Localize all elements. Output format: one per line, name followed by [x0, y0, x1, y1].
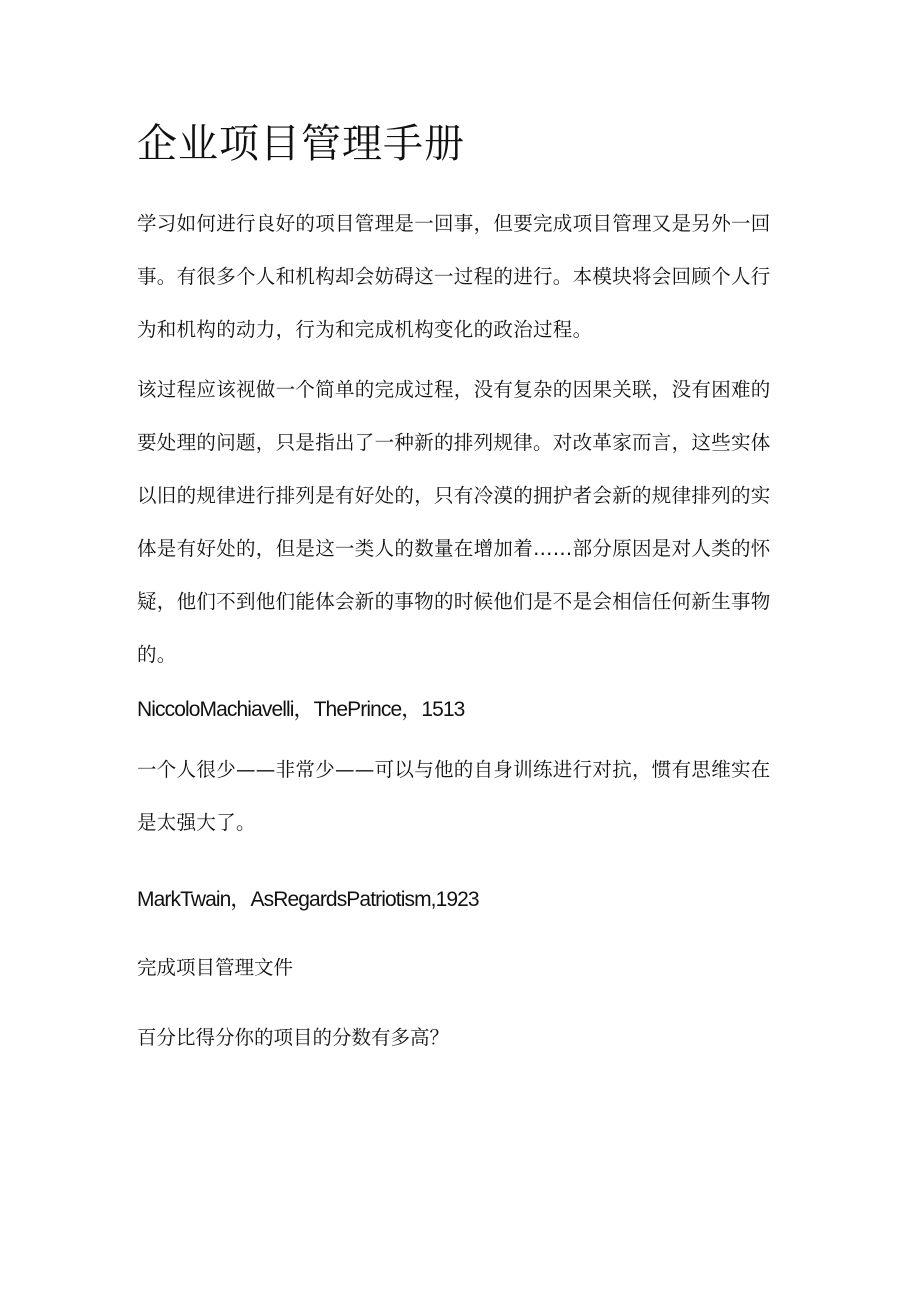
twain-attribution: MarkTwain，AsRegardsPatriotism,1923	[137, 888, 479, 911]
section-heading: 完成项目管理文件	[137, 956, 294, 979]
twain-quote: 一个人很少——非常少——可以与他的自身训练进行对抗，惯有思维实在是太强大了。	[137, 758, 771, 834]
machiavelli-attribution: NiccoloMachiavelli，ThePrince，1513	[137, 698, 465, 721]
intro-paragraph: 学习如何进行良好的项目管理是一回事，但要完成项目管理又是另外一回事。有很多个人和机构却会妨碍这一过程的进行。本模块将会回顾个人行为和机构的动力，行为和完成机构变化的政治过程。	[137, 212, 771, 341]
document-title: 企业项目管理手册	[137, 121, 465, 167]
score-question: 百分比得分你的项目的分数有多高？	[137, 1026, 450, 1049]
machiavelli-quote: 该过程应该视做一个简单的完成过程，没有复杂的因果关联，没有困难的要处理的问题，只是指出了一种新的排列规律。对改革家而言，这些实体以旧的规律进行排列是有好处的，只有冷漠的拥护者会新的规律排列的实体是有好处的，但是这一类人的数量在增加着……部分原因是对人类的怀疑，他们不到他们能体会新的事物的时候他们是不是会相信任何新生事物的。	[137, 378, 771, 666]
